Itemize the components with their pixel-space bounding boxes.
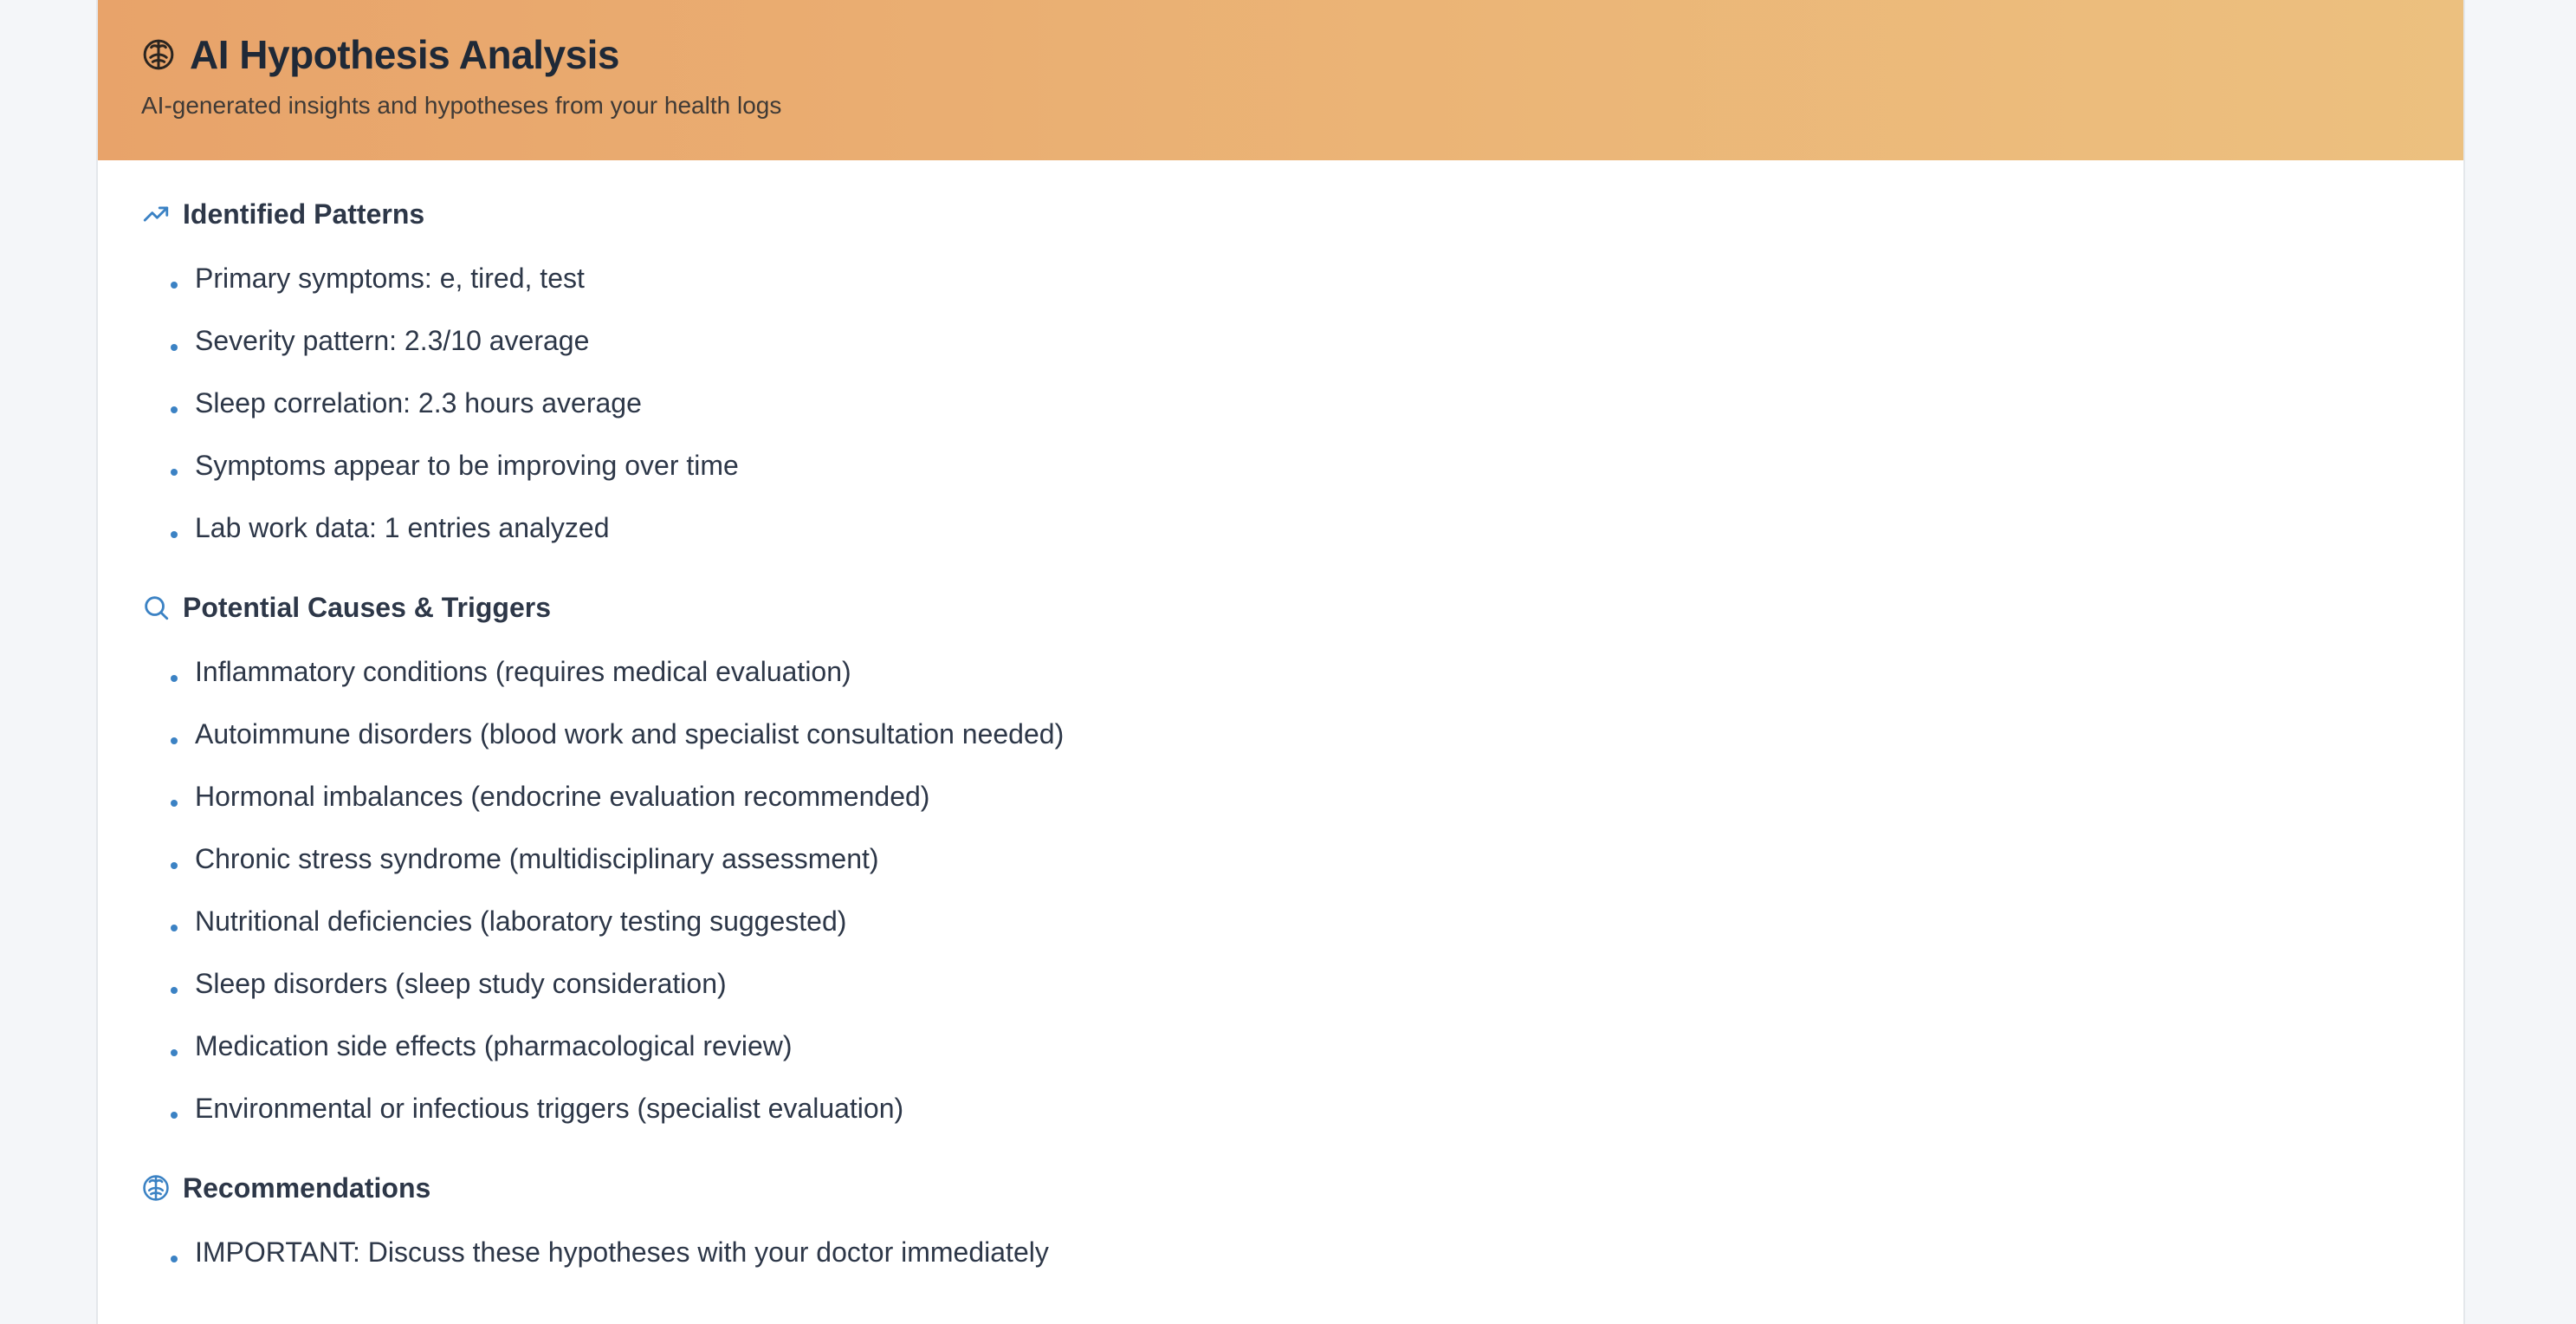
bullet-dot bbox=[171, 282, 178, 289]
analysis-content bbox=[98, 160, 2463, 1283]
list-item bbox=[141, 1221, 2463, 1283]
list-item bbox=[141, 828, 2463, 890]
bullet-dot bbox=[171, 469, 178, 476]
list-item-text: Nutritional deficiencies (laboratory testing suggested) bbox=[195, 905, 847, 937]
patterns-list bbox=[141, 247, 2463, 559]
list-item-text: Lab work data: 1 entries analyzed bbox=[195, 511, 610, 543]
list-item-text: Inflammatory conditions (requires medical evaluation) bbox=[195, 655, 851, 687]
list-item-text: Sleep disorders (sleep study consideration) bbox=[195, 967, 727, 999]
list-item-text: Autoimmune disorders (blood work and specialist consultation needed) bbox=[195, 717, 1065, 750]
bullet-dot bbox=[171, 925, 178, 931]
section-potential-causes bbox=[141, 583, 2463, 1139]
bullet-dot bbox=[171, 406, 178, 413]
brain-icon bbox=[141, 1173, 171, 1203]
section-identified-patterns bbox=[141, 190, 2463, 559]
list-item bbox=[141, 1015, 2463, 1077]
list-item bbox=[141, 497, 2463, 559]
list-item bbox=[141, 247, 2463, 309]
list-item bbox=[141, 765, 2463, 828]
bullet-dot bbox=[171, 737, 178, 744]
list-item-text: Primary symptoms: e, tired, test bbox=[195, 262, 585, 294]
bullet-dot bbox=[171, 1049, 178, 1056]
bullet-dot bbox=[171, 1256, 178, 1262]
list-item-text: Severity pattern: 2.3/10 average bbox=[195, 324, 590, 356]
list-item-text: Environmental or infectious triggers (specialist evaluation) bbox=[195, 1092, 904, 1124]
list-item bbox=[141, 434, 2463, 497]
brain-icon bbox=[141, 37, 176, 72]
list-item bbox=[141, 1077, 2463, 1139]
section-header bbox=[141, 583, 2463, 632]
trending-up-icon bbox=[141, 199, 171, 229]
section-header bbox=[141, 190, 2463, 238]
bullet-dot bbox=[171, 675, 178, 682]
list-item-text: Sleep correlation: 2.3 hours average bbox=[195, 386, 642, 419]
list-item bbox=[141, 309, 2463, 372]
list-item-text: Chronic stress syndrome (multidisciplinary assessment) bbox=[195, 842, 879, 874]
list-item-text: Symptoms appear to be improving over time bbox=[195, 449, 739, 481]
list-item bbox=[141, 640, 2463, 703]
bullet-dot bbox=[171, 1112, 178, 1119]
section-header bbox=[141, 1164, 2463, 1212]
section-recommendations bbox=[141, 1164, 2463, 1283]
search-icon bbox=[141, 593, 171, 622]
bullet-dot bbox=[171, 800, 178, 807]
page-subtitle: AI-generated insights and hypotheses from your health logs bbox=[141, 92, 782, 119]
section-title: Identified Patterns bbox=[183, 198, 425, 230]
list-item bbox=[141, 952, 2463, 1015]
card-header bbox=[98, 0, 2463, 160]
bullet-dot bbox=[171, 531, 178, 538]
recommendations-list bbox=[141, 1221, 2463, 1283]
list-item-text: Medication side effects (pharmacological review) bbox=[195, 1029, 793, 1061]
bullet-dot bbox=[171, 344, 178, 351]
section-title: Potential Causes & Triggers bbox=[183, 591, 552, 623]
causes-list bbox=[141, 640, 2463, 1139]
list-item bbox=[141, 372, 2463, 434]
list-item bbox=[141, 890, 2463, 952]
hypothesis-card bbox=[96, 0, 2465, 1324]
list-item-text: IMPORTANT: Discuss these hypotheses with your doctor immediately bbox=[195, 1236, 1049, 1268]
page-title: AI Hypothesis Analysis bbox=[190, 32, 620, 77]
bullet-dot bbox=[171, 987, 178, 994]
section-title: Recommendations bbox=[183, 1171, 431, 1204]
list-item-text: Hormonal imbalances (endocrine evaluation recommended) bbox=[195, 780, 930, 812]
bullet-dot bbox=[171, 862, 178, 869]
list-item bbox=[141, 703, 2463, 765]
title-row bbox=[141, 28, 2463, 81]
